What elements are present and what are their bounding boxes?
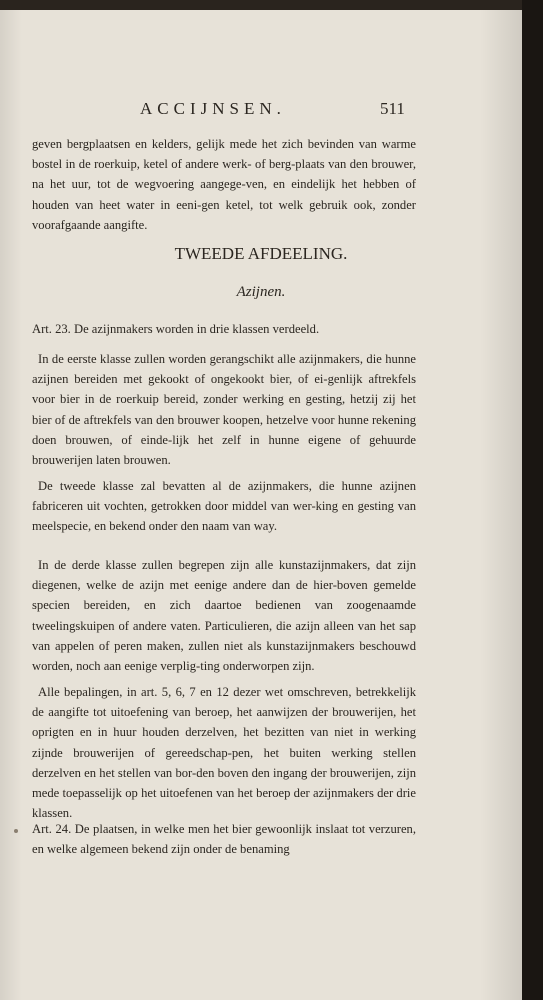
- paragraph-second-class: De tweede klasse zal bevatten al de azijnmakers, die hunne azijnen fabriceren uit vochten, getrokken door middel van wer-king en gesting van meelspecie, en bekend onder den naam van way.: [32, 479, 416, 534]
- article-23-heading: Art. 23. De azijnmakers worden in drie klassen verdeeld.: [32, 322, 320, 336]
- ink-mark: [14, 829, 18, 833]
- page-number: 511: [380, 99, 405, 118]
- page-edge-shadow: [522, 0, 543, 1000]
- subsection-title: Azijnen.: [236, 284, 286, 300]
- paragraph-continued: geven bergplaatsen en kelders, gelijk mede het zich bevinden van warme bostel in de roerkuip, ketel of andere werk- of berg-plaats van den brouwer, na het uur, tot de wegvoering aangege-ven, en eindelijk het hebben of houden van heet water in eeni-gen ketel, tot welk gebruik ook, zonder voorafgaande aangifte.: [32, 137, 416, 232]
- running-head: ACCIJNSEN.: [140, 99, 286, 118]
- article-24-paragraph: Art. 24. De plaatsen, in welke men het bier gewoonlijk inslaat tot verzuren, en welke algemeen bekend zijn onder de benaming: [32, 822, 416, 857]
- paragraph-first-class: In de eerste klasse zullen worden gerangschikt alle azijnmakers, die hunne azijnen bereiden met gekookt of ongekookt bier, of ei-genlijk aftrekfels voor bier in de roerkuip bereid, zonder werking en gesting, hetzij zij het bier of de aftrekfels van den brouwer koopen, hetzelve voor hunne rekening doen brouwen, of einde-lijk het zelf in hunne eigene of gehuurde brouwerijen laten brouwen.: [32, 352, 416, 468]
- book-page: [0, 10, 522, 1000]
- section-title: TWEEDE AFDEELING.: [174, 244, 348, 263]
- paragraph-third-class: In de derde klasse zullen begrepen zijn alle kunstazijnmakers, dat zijn diegenen, welke de azijn met eenige andere dan de hier-boven gemelde specien bereiden, en zich daartoe bedienen van zoogenaamde tweelingskuipen of andere vaten. Particulieren, die azijn alleen van het sap van appelen of peren maken, zullen niet als kunstazijnmakers beschouwd worden, noch aan eenige verplig-ting onderworpen zijn.: [32, 558, 416, 674]
- paragraph-provisions: Alle bepalingen, in art. 5, 6, 7 en 12 dezer wet omschreven, betrekkelijk de aangifte tot uitoefening van beroep, het aanwijzen der brouwerijen, het oprigten en in huur houden derzelven, het bezitten van niet in werking zijnde brouwerijen of gereedschap-pen, het buiten werking stellen derzelven en het stellen van bor-den boven den ingang der brouwerijen, zijn mede toepasselijk op het uitoefenen van het beroep der azijnmakers der drie klassen.: [32, 685, 416, 821]
